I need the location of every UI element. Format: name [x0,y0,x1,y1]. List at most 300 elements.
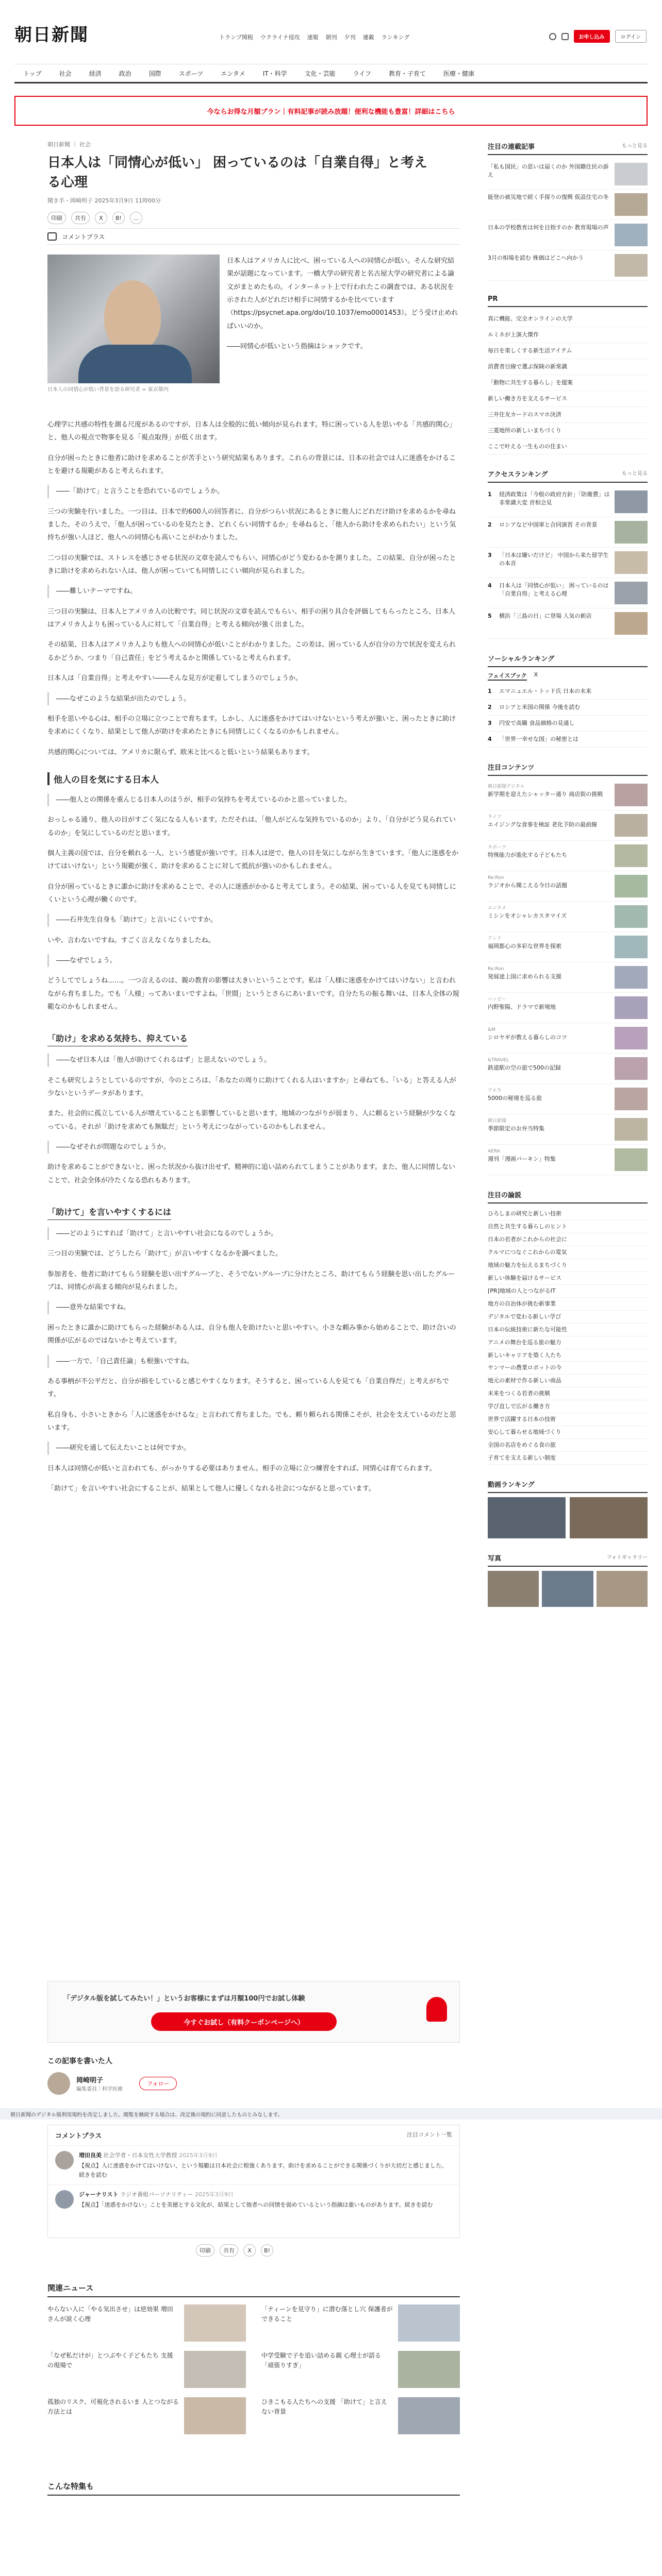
topics-list [488,1208,648,1465]
content-tag: &TRAVEL [488,1058,509,1063]
item-title: 新しい体験を届けるサービス [488,1274,561,1281]
item-title: 日本人は「同情心が低い」 困っているのは「自業自得」と考える心理 [499,582,609,598]
item-title: 日本の伝統技術に新たな可能性 [488,1326,567,1333]
paragraph: 自分が困っているときに誰かに助けを求めることで、その人に迷惑がかかると考えてしまう。その結果、困っている人を見ても同情しにくいという心理が働くのです。 [47,883,456,904]
item-title: 「動物に共生する暮らし」を提案 [488,379,573,386]
item-title: 消費者目線で選ぶ保険の新常識 [488,363,567,370]
item-title: 地方の自治体が挑む新事業 [488,1300,556,1307]
topnav-item[interactable]: 朝刊 [325,34,337,41]
ranking-item[interactable]: 1 経済政策は「今般の政府方針」「防衛費」は非常識大変 首相会見 [488,487,648,517]
article-title: 日本人は「同情心が低い」 困っているのは「自業自得」と考える心理 [47,155,428,190]
item-title: クルマにつなぐこれからの電気 [488,1249,567,1256]
share-icon[interactable]: 共有 [71,212,90,224]
related-title: 孤独のリスク、可視化されるいま 人とつながる方法とは [47,2398,179,2416]
comment-date: 2025年3月9日 [195,2191,234,2198]
topic-item[interactable] [488,1375,648,1387]
sidebar-item[interactable] [488,190,648,220]
topic-item[interactable] [488,1400,648,1413]
photo-grid [488,1571,648,1607]
paragraph: 「助けて」を言いやすい社会にすることが、結果として他人に優しくなれる社会につながると思っています。 [47,1484,375,1493]
mascot-icon [426,1997,447,2022]
item-title: エマニュエル・トッド氏 日本の未来 [499,688,592,695]
paragraph: 私自身も、小さいときから「人に迷惑をかけるな」と言われて育ちました。でも、頼り頼られる関係こそが、社会を支えているのだと思います。 [47,1411,457,1432]
related-news [47,2282,460,2434]
trial-promo-box [47,1981,460,2043]
notice-text: 朝日新聞のデジタル版利用規約を改定しました。閲覧を継続する場合は、改定後の規約に同意したものとみなします。 [10,2112,283,2118]
content-tag: AERA [488,1149,500,1155]
commenter-role: ラジオ番組パーソナリティー [120,2191,193,2198]
item-title: 3月の相場を読む 株価はどこへ向かう [488,255,584,261]
item-thumb [615,966,648,989]
topnav-item[interactable]: ウクライナ侵攻 [260,34,300,41]
video-thumb[interactable] [488,1497,566,1538]
item-title: 日本の学校教育は何を目指すのか 教育現場の声 [488,224,609,231]
mainnav-item[interactable]: 経済 [89,70,102,77]
paragraph: 日本人はアメリカ人に比べ、困っている人への同情心が低い。そんな研究結果が話題になっています。一橋大学の研究者と名古屋大学の研究者による論文がまとめたもの。インターネット上で行われたこの調査では、ある状況を示された人がどれだけ相手に同情するかを比べています（https://psycnet.apa.org/doi/10.1037/emo0001453）。どう受け止めればいいのか。 [227,257,458,330]
sidebar-item[interactable] [488,220,648,250]
item-title: 季節限定のお弁当特集 [488,1125,544,1132]
person-body [78,345,192,383]
paragraph: 日本人は「自業自得」と考えやすい――そんな見方が定着してしまうのでしょうか。 [47,674,303,683]
content-item[interactable] [488,841,648,871]
topic-item[interactable] [488,1208,648,1221]
ranking-item[interactable]: 2 ロシアなど中国軍と合同演習 その背景 [488,517,648,548]
item-thumb [615,996,648,1019]
item-title: 福岡都心の多彩な世界を探索 [488,943,561,950]
paragraph: 心理学に共感の特性を測る尺度があるのですが、日本人は全般的に低い傾向が見られます。特に困っている人を思いやる「共感的関心」と、他人の視点で物事を見る「視点取得」が低く出ます。 [47,421,456,442]
related-heading: 関連ニュース [47,2282,460,2297]
content-tag: Re:Ron [488,875,504,881]
item-title: ヤンマーの農業ロボットの今 [488,1364,561,1371]
content-tag: 朝日新聞 [488,1118,507,1124]
item-title: 内野聖陽、ドラマで新境地 [488,1004,556,1011]
search-icon[interactable] [549,33,556,40]
topic-item[interactable] [488,1246,648,1259]
item-thumb [615,1088,648,1110]
item-thumb [615,784,648,806]
paragraph: ――難しいテーマですね。 [47,585,460,598]
item-title: 学び直しで広がる働き方 [488,1403,550,1410]
pr-item[interactable] [488,391,648,407]
person-face [104,280,161,352]
sidebar-heading: ソーシャルランキング [488,655,555,664]
comment-item[interactable] [48,2146,459,2185]
item-title: 毎日を楽しくする新生活アイテム [488,347,572,354]
commenter-role: 社会学者・日本女性大学教授 [103,2152,177,2159]
main-nav [14,64,648,83]
item-title: デジタルで変わる新しい学び [488,1313,561,1320]
mainnav-item[interactable]: 文化・芸能 [304,70,336,77]
x-share-icon[interactable]: X [95,212,107,224]
topnav-item[interactable]: 連載 [362,34,374,41]
content-item[interactable] [488,902,648,932]
paragraph: また、社会的に孤立している人が増えていることも影響していると思います。地域のつながりが弱まり、人に頼るという経験が少なくなっている。それが「助けを求めても無駄だ」という考えにつながっているのかもしれません。 [47,1110,456,1131]
header-actions [549,30,647,43]
item-title: 真に機能、完全オンラインの大学 [488,315,573,322]
item-title: 新しい働き方を支えるサービス [488,395,567,402]
content-tag: ハッピー [488,997,506,1003]
item-title: 新学期を迎えたシャッター通り 商店街の挑戦 [488,791,603,798]
sidebar-item[interactable] [488,250,648,281]
paragraph: 助けを求めることができないと、困った状況から抜け出せず、精神的に追い詰められてしまうことがあります。また、他人に同情しないことで、社会全体が冷たくなる恐れもあります。 [47,1163,455,1184]
paragraph: どうしてでしょうね……。一つ言えるのは、親の教育の影響は大きいということです。私は「人様に迷惑をかけてはいけない」と言われながら育ちました。でも「人様」ってあいまいですよね。「世間」というとさらにあいまいです。自分たちの振る舞いは、日本人全体の規範なのかもしれません。 [47,977,459,1011]
topic-item[interactable] [488,1272,648,1285]
mainnav-item[interactable]: 社会 [59,70,72,77]
content-item[interactable] [488,780,648,810]
mainnav-item[interactable]: IT・科学 [262,70,287,77]
hatena-bookmark-icon[interactable]: B! [112,212,125,224]
commenter-name: 増田良美 [79,2152,102,2159]
feature-heading: こんな特集も [47,2481,460,2496]
related-title: やらない人に「やる気出させ」は逆効果 増田さんが説く心理 [47,2306,173,2323]
related-item[interactable] [261,2351,460,2388]
sidebar-item[interactable] [488,159,648,190]
mainnav-item[interactable]: 政治 [119,70,131,77]
bottom-share-tools [196,2244,273,2257]
paragraph: 参加者を、他者に助けてもらう経験を思い出すグループと、そうでないグループに分けたところ、助けてもらう経験を思い出したグループは、同情心が高まる傾向が見られました。 [47,1270,455,1292]
paragraph: ――意外な結果ですね。 [47,1301,460,1314]
related-item[interactable] [261,2304,460,2342]
share-icon[interactable]: 共有 [220,2244,238,2257]
topnav-item[interactable]: ランキング [381,34,410,41]
item-title: 横浜「三島の日」に登場 人気の新店 [499,613,592,620]
topic-item[interactable] [488,1221,648,1233]
paragraph: その結果、日本人はアメリカ人よりも他人への同情心が低いことがわかりました。この差は、困っている人が自分の力で状況を変えられるかどうか、つまり「自己責任」をどう考えるかと関係していると考えられます。 [47,641,456,662]
content-tag: アンド [488,936,502,942]
paragraph: いや、言わないですね。すごく言えなくなりましたね。 [47,936,215,944]
item-title: [PR]地域の人とつながるIT [488,1287,556,1294]
author-name[interactable]: 岡崎明子 [76,2077,104,2084]
video-thumb[interactable] [570,1497,648,1538]
more-link[interactable]: フォトギャラリー [606,1554,648,1561]
more-icon[interactable]: … [130,212,142,224]
item-title: 日本の若者がこれからの社会に [488,1236,567,1243]
sidebar [488,141,648,1621]
photo-thumb[interactable] [542,1571,593,1607]
item-title: 未来をつくる若者の挑戦 [488,1390,550,1397]
content-tag: 朝日新聞デジタル [488,784,525,790]
pr-item[interactable] [488,407,648,423]
print-icon[interactable]: 印刷 [47,212,66,224]
tab-x[interactable]: X [534,671,538,679]
topic-item[interactable] [488,1362,648,1375]
topic-item[interactable] [488,1349,648,1362]
content-item[interactable] [488,1114,648,1145]
terms-notice-bar[interactable] [0,2108,662,2120]
item-thumb [615,224,648,246]
pr-item[interactable] [488,375,648,391]
sidebar-heading: 注目コンテンツ [488,764,535,772]
paragraph: ――なぜでしょう。 [47,954,460,967]
item-title: 特殊能力が進化する子どもたち [488,852,567,859]
sidebar-heading: 注目の論説 [488,1192,522,1200]
menu-icon[interactable] [561,33,569,40]
article-tools [47,212,460,224]
commenter-name: ジャーナリスト [79,2191,119,2198]
content-tag: エンタメ [488,906,506,911]
item-thumb [615,1148,648,1171]
topic-item[interactable] [488,1298,648,1311]
paragraph: ――一方で、「自己責任論」も根強いですね。 [47,1355,460,1368]
related-title: 中学受験で子を追い詰める親 心理士が語る「頑張りすぎ」 [261,2352,381,2369]
item-title: 新しいキャリアを築く人たち [488,1351,561,1359]
article-lead [227,255,460,360]
comment-icon [47,232,57,241]
item-title: ここで叶える一生ものの住まい [488,443,567,450]
ranking-item[interactable]: 3 円安で高騰 食品価格の見通し [488,716,648,732]
section-heading: 他人の目を気にする日本人 [47,772,460,785]
sidebar-heading: 注目の連載記事 [488,143,535,151]
ranking-item[interactable]: 4 「世界一幸せな国」の秘密とは [488,732,648,748]
paragraph: ――どのようにすれば「助けて」と言いやすい社会になるのでしょうか。 [47,1227,460,1240]
promo-banner[interactable]: 今ならお得な月額プラン｜有料記事が読み放題！便利な機能も豊富！詳細はこちら [14,96,648,126]
paragraph: 二つ目の実験では、ストレスを感じさせる状況の文章を読んでもらい、同情心がどう変わるかを測りました。この結果、自分が困ったときに助けを求められない人は、他人が困っていても同情しにくい傾向が見られました。 [47,554,456,575]
topnav-item[interactable]: 速報 [307,34,319,41]
related-item[interactable] [261,2397,460,2434]
ranking-item[interactable]: 5 横浜「三島の日」に登場 人気の新店 [488,608,648,639]
item-title: ロシアと米国の関係 今後を読む [499,704,581,711]
more-link[interactable]: もっと見る [622,143,648,149]
item-title: ひろしまの研究と新しい技術 [488,1210,561,1217]
content-item[interactable] [488,1084,648,1114]
content-item[interactable] [488,1145,648,1175]
pr-item[interactable] [488,359,648,375]
comment-plus-bar[interactable] [47,228,460,245]
mainnav-item[interactable]: スポーツ [178,70,204,77]
avatar[interactable] [47,2072,70,2095]
item-thumb [615,1057,648,1080]
item-title: エイジングな食事を検証 老化予防の最前線 [488,821,598,828]
paragraph: 日本人は同情心が低いと言われても、がっかりする必要はありません。相手の立場に立つ練習をすれば、同情心は育てられます。 [47,1464,436,1472]
paragraph: 三つの実験を行いました。一つ目は、日本で約600人の回答者に、自分がつらい状況にあるときに他人にどれだけ助けを求めるかを尋ねました。そのうえで、「他人が困っているのを見たとき、どれくらい同情するか」を尋ねると、「他人から助けを求められたい」という気持ちが強い人ほど、他人への同情心も高いことがわかりました。 [47,507,456,542]
content-tag: &M [488,1027,495,1033]
related-thumb [184,2397,246,2434]
hatena-bookmark-icon[interactable]: B! [261,2244,273,2257]
article [47,140,460,1493]
site-logo[interactable]: 朝日新聞 [14,25,89,45]
mainnav-item[interactable]: ライフ [353,70,371,77]
topic-item[interactable] [488,1311,648,1324]
pr-item[interactable] [488,311,648,327]
item-title: シロヤギが教える暮らしのコツ [488,1034,567,1041]
topic-item[interactable] [488,1233,648,1246]
photo-thumb[interactable] [488,1571,539,1607]
print-icon[interactable]: 印刷 [196,2244,214,2257]
login-button[interactable]: ログイン [615,30,647,43]
x-share-icon[interactable]: X [243,2244,256,2257]
topic-item[interactable] [488,1285,648,1298]
related-item[interactable] [47,2397,246,2434]
content-tag: ライフ [488,815,502,820]
item-title: 安心して暮らせる地域づくり [488,1429,561,1436]
related-item[interactable] [47,2304,246,2342]
paragraph: ――石井先生自身も「助けて」と言いにくいですか。 [47,913,460,926]
item-title: 「日本は嫌いだけど」 中国から来た留学生の本音 [499,552,609,567]
paragraph: そこも研究しようとしているのですが、今のところは、「あなたの周りに助けてくれる人はいますか」と尋ねても、「いる」と答える人が少ないというデータがあります。 [47,1076,456,1098]
mainnav-item[interactable]: 教育・子育て [388,70,426,77]
top-nav [219,33,409,41]
trial-promo-button[interactable]: 今すぐお試し（有料クーポンページへ） [151,2012,337,2031]
paragraph: 個人主義の国では、自分を頼れる一人、という感覚が強いです。日本人は逆で、他人の目を気にしながら生きています。「他人に迷惑をかけてはいけない」という規範が強く、助けを求めることに対して抵抗が強いのかもしれません。 [47,849,459,871]
comment-plus-heading: コメントプラス [55,2132,102,2140]
follow-button[interactable]: フォロー [139,2077,177,2090]
item-title: ロシアなど中国軍と合同演習 その背景 [499,521,598,529]
paragraph: ――なぜ日本人は「他人が助けてくれるはず」と思えないのでしょう。 [47,1054,460,1066]
related-title: 「なぜ私だけが」とつぶやく子どもたち 支援の現場で [47,2352,173,2369]
item-thumb [615,582,648,604]
ranking-item[interactable]: 4 日本人は「同情心が低い」 困っているのは「自業自得」と考える心理 [488,578,648,608]
author-heading: この記事を書いた人 [47,2057,112,2065]
related-thumb [184,2304,246,2342]
item-title: アニメの舞台を巡る旅の魅力 [488,1338,561,1346]
topic-item[interactable] [488,1426,648,1439]
subscribe-button[interactable]: お申し込み [574,30,610,43]
item-title: ルミネが上演大傑作 [488,331,539,338]
breadcrumb[interactable]: 朝日新聞 ｜ 社会 [47,141,91,148]
sidebar-heading: 写真 [488,1554,502,1563]
author-role: 編集委員｜科学医療 [76,2087,123,2092]
item-thumb [615,551,648,574]
item-thumb [615,1027,648,1049]
paragraph: ――同情心が低いという指摘はショックです。 [227,343,367,351]
mainnav-item[interactable]: 医療・健康 [443,70,474,77]
item-thumb [615,254,648,277]
item-thumb [615,163,648,185]
sidebar-heading: 動画ランキング [488,1481,535,1489]
topic-item[interactable] [488,1259,648,1272]
article-body [47,418,460,1502]
item-title: 子育てを支える新しい制度 [488,1454,556,1461]
mainnav-item[interactable]: 国際 [148,70,161,77]
comment-text: 【視点】人に迷惑をかけてはいけない、という規範は日本社会に根強くあります。助けを求めることができる関係づくりが大切だと感じました。続きを読む [79,2162,448,2178]
paragraph: おっしゃる通り、他人の目がすごく気になる人もいます。ただそれは、「他人がどんな気持ちでいるのか」より、「自分がどう見られているのか」を気にしているのだと思います。 [47,816,456,837]
pr-item[interactable] [488,327,648,343]
related-title: ひきこもる人たちへの支援 「助けて」と言えない背景 [261,2398,387,2416]
article-meta: 聞き手・岡崎明子 2025年3月9日 11時00分 [47,197,161,205]
section-heading: 「助け」を求める気持ち、抑えている [47,1032,188,1046]
item-thumb [615,193,648,216]
item-title: 能登の被災地で続く手探りの復興 仮設住宅の冬 [488,194,609,200]
mainnav-item[interactable]: エンタメ [221,70,245,77]
topic-item[interactable] [488,1336,648,1349]
item-thumb [615,905,648,928]
related-thumb [398,2304,460,2342]
related-thumb [398,2397,460,2434]
item-title: ラジオから聞こえる今日の話題 [488,882,567,889]
topic-item[interactable] [488,1324,648,1336]
content-tag: アエラ [488,1088,502,1094]
avatar [55,2190,74,2209]
paragraph: ある事柄が不公平だと、自分が損をしていると感じやすくなります。そうすると、困っている人を見ても「自業自得だ」と考えがちです。 [47,1377,449,1399]
photo-thumb[interactable] [597,1571,648,1607]
content-tag: スポーツ [488,845,506,851]
article-photo[interactable] [47,255,220,383]
pr-item[interactable] [488,343,648,359]
paragraph: 三つ目の実験では、どうしたら「助けて」が言いやすくなるかを調べました。 [47,1250,283,1258]
item-title: 経済政策は「今般の政府方針」「防衛費」は非常識大変 首相会見 [499,491,610,506]
pr-item[interactable] [488,423,648,439]
paragraph: ――他人との関係を重んじる日本人のほうが、相手の気持ちを考えているのかと思っていました。 [47,793,460,806]
more-link[interactable]: もっと見る [622,471,648,477]
avatar [55,2151,74,2170]
mainnav-item[interactable]: トップ [23,70,42,77]
item-title: 鉄道駅の空の旅で500の記録 [488,1064,561,1072]
tab-facebook[interactable]: フェイスブック [488,671,527,681]
ranking-item[interactable]: 2 ロシアと米国の関係 今後を読む [488,700,648,716]
item-title: 三菱地所の新しいまちづくり [488,427,561,434]
item-title: 円安で高騰 食品価格の見通し [499,720,575,727]
item-title: 5000の秘境を巡る旅 [488,1095,542,1102]
item-thumb [615,814,648,837]
related-thumb [398,2351,460,2388]
sidebar-heading: アクセスランキング [488,471,548,479]
item-title: 世界で活躍する日本の技術 [488,1416,556,1423]
comment-list-link[interactable]: 注目コメント一覧 [407,2131,452,2138]
content-list [488,780,648,1175]
paragraph: 相手を思いやる心は、相手の立場に立つことで育ちます。しかし、人に迷惑をかけてはいけないという考えが強いと、困ったときに助けを求めにくくなり、結果として他人が助けを求めたときにも同情しにくくなるのかもしれません。 [47,715,456,736]
content-tag: Re:Ron [488,967,504,972]
content-item[interactable] [488,871,648,902]
photo-caption: 日本人の同情心が低い背景を語る研究者 = 東京都内 [47,387,169,393]
item-title: 週刊「漫画バーキン」特集 [488,1156,556,1163]
paragraph: 三つ目の実験は、日本人とアメリカ人の比較です。同じ状況の文章を読んでもらい、相手の困り具合を評価してもらったところ、日本人はアメリカ人よりも困っている人に対して「自業自得」と考える傾向が強く出ました。 [47,607,456,629]
video-grid [488,1497,648,1538]
paragraph: ――研究を通して伝えたいことは何ですか。 [47,1442,460,1454]
related-item[interactable] [47,2351,246,2388]
sidebar-heading: PR [488,295,498,303]
item-thumb [615,875,648,897]
section-heading: 「助けて」を言いやすくするには [47,1206,171,1220]
topic-item[interactable] [488,1413,648,1426]
topnav-item[interactable]: 夕刊 [344,34,356,41]
content-item[interactable] [488,932,648,962]
item-title: 地元の素材で作る新しい商品 [488,1377,561,1384]
paragraph: 困ったときに誰かに助けてもらった経験がある人は、自分も他人を助けたいと思いやすい。小さな頼み事から始めることで、助け合いの関係が広がるのではないかと考えています。 [47,1324,456,1345]
item-title: 自然と共生する暮らしのヒント [488,1223,567,1230]
item-thumb [615,844,648,867]
item-title: 三井住友カードのスマホ決済 [488,411,561,418]
paragraph: ――なぜこのような結果が出たのでしょう。 [47,692,460,705]
item-thumb [615,1118,648,1141]
comment-item[interactable] [48,2185,459,2215]
item-title: 全国の名店をめぐる食の旅 [488,1442,556,1449]
pr-item[interactable] [488,439,648,455]
item-title: ミシンをオシャレカスタマイズ [488,912,567,920]
item-title: 「世界一幸せな国」の秘密とは [499,736,578,743]
paragraph: ――「助けて」と言うことを恐れているのでしょうか。 [47,485,460,498]
item-title: 「私も国民」の思いは届くのか 外国籍住民の訴え [488,163,609,178]
topnav-item[interactable]: トランプ関税 [219,34,253,41]
content-item[interactable] [488,993,648,1023]
content-item[interactable] [488,810,648,841]
item-title: 地域の魅力を伝えるまちづくり [488,1261,567,1268]
topic-item[interactable] [488,1452,648,1465]
item-title: 発展途上国に求められる支援 [488,973,561,980]
content-item[interactable] [488,1023,648,1054]
item-thumb [615,490,648,513]
topic-item[interactable] [488,1387,648,1400]
topic-item[interactable] [488,1439,648,1452]
item-thumb [615,936,648,958]
related-thumb [184,2351,246,2388]
ranking-item[interactable]: 3 「日本は嫌いだけど」 中国から来た留学生の本音 [488,548,648,578]
item-thumb [615,521,648,544]
paragraph: 共感的関心については、アメリカに限らず、欧米と比べると低いという結果もあります。 [47,748,314,756]
content-item[interactable] [488,962,648,993]
content-item[interactable] [488,1054,648,1084]
comment-text: 【視点】「迷惑をかけない」ことを美徳とする文化が、結果として他者への同情を弱めているという指摘は重いものがあります。続きを読む [79,2201,433,2209]
ranking-item[interactable]: 1 エマニュエル・トッド氏 日本の未来 [488,684,648,700]
